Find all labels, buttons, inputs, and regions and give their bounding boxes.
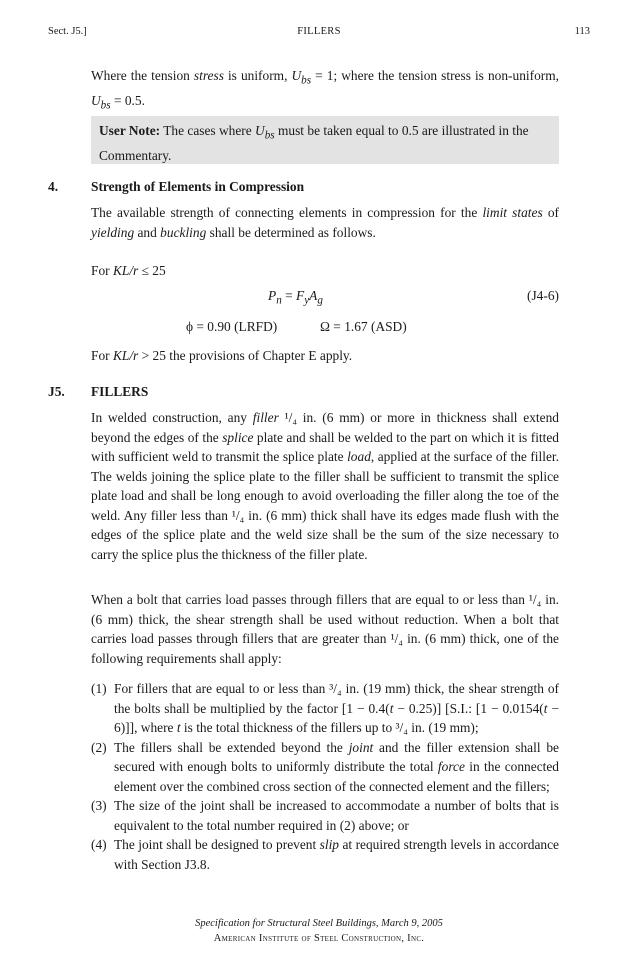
text-run: − 6)]], where [114, 700, 559, 735]
section-4-title: Strength of Elements in Compression [91, 179, 305, 194]
footer-specification: Specification for Structural Steel Buildings, March 9, 2005 [195, 918, 443, 929]
symbol-subscript: bs [100, 99, 111, 112]
text-run: ¹/₄ in. (6 mm) or more in thickness shall extend beyond the edges of the [91, 410, 559, 445]
text-run: = 1; where the tension stress is non-uniform, [311, 68, 559, 83]
text-run: , applied at the surface of the filler. The welds joining the splice plate to the filler shall be sufficient to transmit the splice plate load and shall be long enough to avoid overloading the filler along the toe of the weld. Any filler less than ¹/₄ in. (6 mm) thick shall have its edges made flush with the edges of the splice plate and the weld size shall be the sum of the size necessary to carry the splice plus the thickness of the filler plate. [91, 449, 559, 562]
text-run: − 0.25)] [S.I.: [1 − 0.0154( [393, 700, 544, 716]
list-item [91, 679, 559, 738]
symbol-f: F [296, 288, 305, 303]
section-j5-title: FILLERS [91, 384, 149, 399]
text-run: Where the tension [91, 68, 194, 83]
text-run: and the filler extension shall be secured with enough bolts to uniformly distribute the total [114, 739, 559, 774]
term-slip: slip [319, 837, 339, 852]
text-run: The joint shall be designed to prevent [114, 837, 320, 852]
list-item [91, 835, 559, 874]
term-filler: filler [252, 410, 279, 425]
symbol-u: U [91, 93, 101, 109]
list-item [91, 796, 559, 835]
text-run: and [134, 224, 161, 240]
requirements-list [91, 679, 559, 874]
text-run: The available strength of connecting elements in compression for the [91, 205, 483, 220]
symbol-t: t [543, 700, 548, 716]
text-run: The cases where [160, 123, 256, 138]
term-buckling: buckling [160, 224, 207, 240]
header-title: FILLERS [297, 26, 341, 37]
term-joint: joint [348, 739, 374, 755]
list-item-number: (1) [91, 681, 107, 696]
term-stress: stress [193, 68, 224, 83]
symbol-t: t [389, 700, 394, 716]
list-item-number: (4) [91, 837, 107, 852]
text-run: must be taken equal to 0.5 are illustrated in the Commentary. [99, 123, 529, 164]
text-run: shall be determined as follows. [206, 224, 376, 240]
term-splice: splice [222, 429, 254, 445]
term-yielding: yielding [91, 224, 135, 240]
resistance-factor-lrfd: ϕ = 0.90 (LRFD) [186, 319, 278, 334]
text-run: For [91, 263, 113, 278]
condition-kl-r-gt-25 [91, 346, 559, 366]
section-4-number: 4. [48, 179, 59, 194]
fillers-paragraph-1 [91, 408, 559, 564]
symbol-a: A [309, 288, 318, 303]
symbol-subscript: bs [264, 129, 275, 142]
symbol-subscript: g [317, 294, 323, 307]
safety-factor-asd: Ω = 1.67 (ASD) [320, 319, 407, 334]
symbol-kl-r: KL/r [112, 263, 139, 278]
equation-number: (J4-6) [527, 288, 559, 303]
equals-sign: = [281, 288, 297, 303]
text-run: plate and shall be welded to the part on which it is fitted with sufficient weld to transmit the splice plate [91, 429, 559, 464]
section-4-paragraph [91, 203, 559, 242]
text-run: The size of the joint shall be increased to accommodate a number of bolts that is equivalent to the total number required in (2) above; or [114, 798, 559, 833]
list-item-number: (3) [91, 798, 107, 813]
symbol-subscript: n [276, 294, 282, 307]
term-limit-states: limit states [482, 205, 543, 220]
running-header [48, 26, 590, 40]
text-run: For [91, 348, 113, 363]
symbol-u: U [291, 68, 302, 83]
symbol-subscript: y [304, 294, 310, 307]
ubs-paragraph [91, 66, 559, 116]
footer-publisher: American Institute of Steel Construction, Inc. [213, 933, 425, 944]
text-run: is uniform, [223, 68, 292, 83]
text-run: at required strength levels in accordance with Section J3.8. [114, 837, 559, 872]
symbol-t: t [176, 720, 181, 735]
text-run: of [542, 205, 559, 220]
user-note-text [99, 121, 551, 166]
text-run: > 25 the provisions of Chapter E apply. [138, 348, 353, 363]
text-run: ≤ 25 [138, 263, 166, 278]
symbol-kl-r: KL/r [112, 348, 139, 363]
list-item-number: (2) [91, 739, 107, 755]
header-section: Sect. J5.] [48, 26, 87, 37]
term-load: load [347, 449, 371, 464]
text-run: in the connected element over the combined cross section of the connected element and the fillers; [114, 759, 559, 794]
fillers-paragraph-2: When a bolt that carries load passes through fillers that are equal to or less than ¹/₄ in. (6 mm) thick, the shear strength shall be used without reduction. When a bolt that carries load passes through fillers that are greater than ¹/₄ in. (6 mm) thick, one of the following requirements shall apply: [91, 592, 559, 666]
text-run: For fillers that are equal to or less than ³/₄ in. (19 mm) thick, the shear strength of the bolts shall be multiplied by the factor [1 − 0.4( [114, 681, 559, 716]
text-run: The fillers shall be extended beyond the [114, 739, 349, 755]
term-force: force [437, 759, 465, 774]
user-note-label: User Note: [99, 123, 161, 138]
section-j5-number: J5. [48, 384, 65, 399]
text-run: is the total thickness of the fillers up to ³/₄ in. (19 mm); [180, 720, 479, 735]
list-item [91, 738, 559, 797]
symbol-subscript: bs [301, 74, 312, 87]
equation-j4-6 [268, 288, 323, 307]
condition-kl-r-le-25 [91, 261, 559, 281]
user-note-box [91, 116, 559, 164]
symbol-p: P [268, 288, 277, 303]
page-number: 113 [574, 26, 590, 37]
text-run: In welded construction, any [91, 410, 253, 425]
text-run: = 0.5. [110, 93, 145, 109]
symbol-u: U [255, 123, 265, 138]
